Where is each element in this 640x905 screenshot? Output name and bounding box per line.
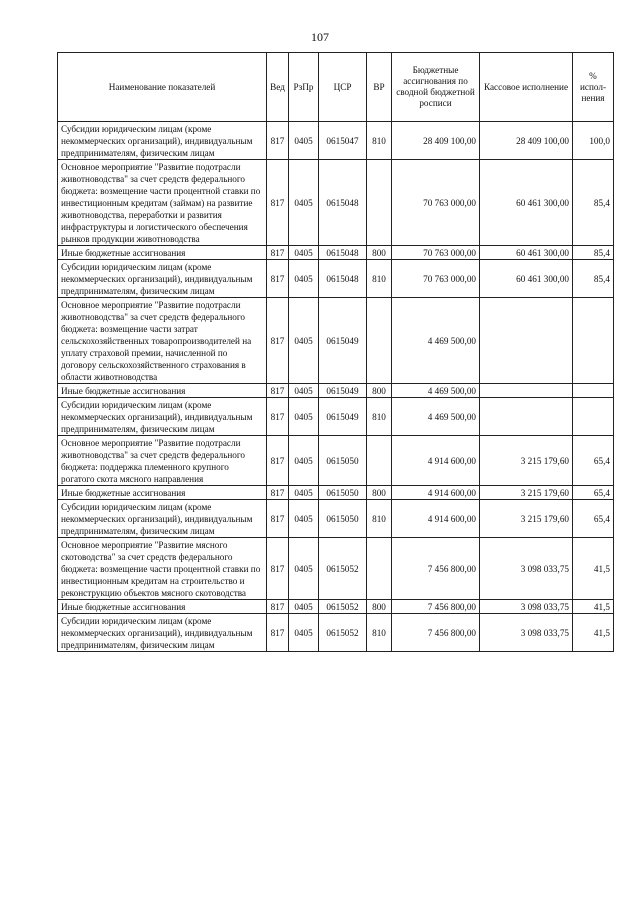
ved-cell: 817 xyxy=(267,486,289,500)
execution-percent-cell xyxy=(573,298,614,384)
rzpr-cell: 0405 xyxy=(289,436,319,486)
cash-execution-cell: 3 215 179,60 xyxy=(480,436,573,486)
vr-cell: 810 xyxy=(367,614,392,652)
table-body xyxy=(58,122,614,652)
ved-cell: 817 xyxy=(267,538,289,600)
csr-cell: 0615047 xyxy=(319,122,367,160)
ved-cell: 817 xyxy=(267,500,289,538)
cash-execution-cell: 60 461 300,00 xyxy=(480,246,573,260)
row-name-cell: Основное мероприятие "Развитие подотрасли животноводства" за счет средств федерального бюджета: возмещение части процентной ставки по инвестиционным кредитам (займам) на развитие животноводства, переработки и развития инфраструктуры и логистического обеспечения рынков продукции животноводства xyxy=(58,160,267,246)
vr-cell: 800 xyxy=(367,600,392,614)
budget-allocation-cell: 7 456 800,00 xyxy=(392,600,480,614)
csr-cell: 0615049 xyxy=(319,298,367,384)
ved-cell: 817 xyxy=(267,122,289,160)
row-name-cell: Субсидии юридическим лицам (кроме некоммерческих организаций), индивидуальным предпринимателям, физическим лицам xyxy=(58,122,267,160)
csr-cell: 0615049 xyxy=(319,384,367,398)
rzpr-cell: 0405 xyxy=(289,246,319,260)
ved-cell: 817 xyxy=(267,600,289,614)
vr-cell: 800 xyxy=(367,384,392,398)
cash-execution-cell: 3 098 033,75 xyxy=(480,614,573,652)
header-csr: ЦСР xyxy=(319,53,367,122)
row-name-cell: Основное мероприятие "Развитие мясного скотоводства" за счет средств федерального бюджета: возмещение части процентной ставки по инвестиционным кредитам на строительство и реконструкцию объектов мясного скотоводства xyxy=(58,538,267,600)
csr-cell: 0615052 xyxy=(319,538,367,600)
rzpr-cell: 0405 xyxy=(289,500,319,538)
vr-cell xyxy=(367,436,392,486)
vr-cell: 810 xyxy=(367,398,392,436)
page-number: 107 xyxy=(311,30,329,44)
csr-cell: 0615052 xyxy=(319,600,367,614)
table-row xyxy=(58,436,614,486)
row-name-cell: Иные бюджетные ассигнования xyxy=(58,384,267,398)
budget-allocation-cell: 4 469 500,00 xyxy=(392,298,480,384)
cash-execution-cell: 3 098 033,75 xyxy=(480,600,573,614)
cash-execution-cell: 28 409 100,00 xyxy=(480,122,573,160)
table-row xyxy=(58,160,614,246)
cash-execution-cell xyxy=(480,384,573,398)
header-indicator-name: Наименование показателей xyxy=(58,53,267,122)
ved-cell: 817 xyxy=(267,160,289,246)
vr-cell xyxy=(367,538,392,600)
execution-percent-cell: 65,4 xyxy=(573,486,614,500)
table-row xyxy=(58,298,614,384)
cash-execution-cell: 60 461 300,00 xyxy=(480,260,573,298)
header-cash-execution: Кассовое исполнение xyxy=(480,53,573,122)
execution-percent-cell: 85,4 xyxy=(573,160,614,246)
table-header-row xyxy=(58,53,614,122)
execution-percent-cell xyxy=(573,398,614,436)
header-budget-allocations: Бюджетные ассигнования по сводной бюджетной росписи xyxy=(392,53,480,122)
cash-execution-cell: 3 215 179,60 xyxy=(480,500,573,538)
execution-percent-cell: 41,5 xyxy=(573,614,614,652)
ved-cell: 817 xyxy=(267,398,289,436)
table-row xyxy=(58,538,614,600)
row-name-cell: Субсидии юридическим лицам (кроме некоммерческих организаций), индивидуальным предпринимателям, физическим лицам xyxy=(58,398,267,436)
budget-allocation-cell: 4 469 500,00 xyxy=(392,384,480,398)
csr-cell: 0615049 xyxy=(319,398,367,436)
csr-cell: 0615050 xyxy=(319,500,367,538)
table-row xyxy=(58,500,614,538)
row-name-cell: Субсидии юридическим лицам (кроме некоммерческих организаций), индивидуальным предпринимателям, физическим лицам xyxy=(58,614,267,652)
header-rzpr: РзПр xyxy=(289,53,319,122)
rzpr-cell: 0405 xyxy=(289,486,319,500)
budget-allocation-cell: 28 409 100,00 xyxy=(392,122,480,160)
vr-cell: 800 xyxy=(367,486,392,500)
ved-cell: 817 xyxy=(267,298,289,384)
csr-cell: 0615052 xyxy=(319,614,367,652)
row-name-cell: Иные бюджетные ассигнования xyxy=(58,600,267,614)
rzpr-cell: 0405 xyxy=(289,260,319,298)
budget-allocation-cell: 4 914 600,00 xyxy=(392,436,480,486)
csr-cell: 0615048 xyxy=(319,160,367,246)
vr-cell: 810 xyxy=(367,500,392,538)
execution-percent-cell: 85,4 xyxy=(573,260,614,298)
table-row xyxy=(58,398,614,436)
rzpr-cell: 0405 xyxy=(289,614,319,652)
budget-allocation-cell: 4 914 600,00 xyxy=(392,500,480,538)
budget-allocation-cell: 4 914 600,00 xyxy=(392,486,480,500)
cash-execution-cell: 60 461 300,00 xyxy=(480,160,573,246)
table-row xyxy=(58,122,614,160)
rzpr-cell: 0405 xyxy=(289,298,319,384)
table-row xyxy=(58,600,614,614)
vr-cell xyxy=(367,160,392,246)
row-name-cell: Основное мероприятие "Развитие подотрасли животноводства" за счет средств федерального бюджета: возмещение части затрат сельскохозяйственных товаропроизводителей на уплату страховой премии, начисленной по договору сельскохозяйственного страхования в области животноводства xyxy=(58,298,267,384)
csr-cell: 0615050 xyxy=(319,436,367,486)
row-name-cell: Иные бюджетные ассигнования xyxy=(58,246,267,260)
execution-percent-cell: 41,5 xyxy=(573,600,614,614)
rzpr-cell: 0405 xyxy=(289,160,319,246)
execution-percent-cell xyxy=(573,384,614,398)
rzpr-cell: 0405 xyxy=(289,398,319,436)
row-name-cell: Субсидии юридическим лицам (кроме некоммерческих организаций), индивидуальным предпринимателям, физическим лицам xyxy=(58,260,267,298)
budget-allocation-cell: 70 763 000,00 xyxy=(392,246,480,260)
table-row xyxy=(58,384,614,398)
table-row xyxy=(58,246,614,260)
rzpr-cell: 0405 xyxy=(289,600,319,614)
cash-execution-cell: 3 098 033,75 xyxy=(480,538,573,600)
rzpr-cell: 0405 xyxy=(289,384,319,398)
vr-cell: 810 xyxy=(367,122,392,160)
table-row xyxy=(58,260,614,298)
cash-execution-cell: 3 215 179,60 xyxy=(480,486,573,500)
vr-cell: 800 xyxy=(367,246,392,260)
header-ved: Вед xyxy=(267,53,289,122)
rzpr-cell: 0405 xyxy=(289,122,319,160)
ved-cell: 817 xyxy=(267,614,289,652)
header-vr: ВР xyxy=(367,53,392,122)
row-name-cell: Основное мероприятие "Развитие подотрасли животноводства" за счет средств федерального бюджета: поддержка племенного крупного рогатого скота мясного направления xyxy=(58,436,267,486)
row-name-cell: Субсидии юридическим лицам (кроме некоммерческих организаций), индивидуальным предпринимателям, физическим лицам xyxy=(58,500,267,538)
csr-cell: 0615048 xyxy=(319,260,367,298)
ved-cell: 817 xyxy=(267,246,289,260)
row-name-cell: Иные бюджетные ассигнования xyxy=(58,486,267,500)
table-row xyxy=(58,486,614,500)
budget-allocation-cell: 70 763 000,00 xyxy=(392,160,480,246)
csr-cell: 0615048 xyxy=(319,246,367,260)
ved-cell: 817 xyxy=(267,384,289,398)
budget-execution-table xyxy=(57,52,614,652)
ved-cell: 817 xyxy=(267,436,289,486)
budget-allocation-cell: 4 469 500,00 xyxy=(392,398,480,436)
table-row xyxy=(58,614,614,652)
execution-percent-cell: 65,4 xyxy=(573,500,614,538)
cash-execution-cell xyxy=(480,298,573,384)
vr-cell: 810 xyxy=(367,260,392,298)
cash-execution-cell xyxy=(480,398,573,436)
execution-percent-cell: 41,5 xyxy=(573,538,614,600)
budget-allocation-cell: 7 456 800,00 xyxy=(392,538,480,600)
header-execution-percent: % испол-нения xyxy=(573,53,614,122)
budget-allocation-cell: 7 456 800,00 xyxy=(392,614,480,652)
vr-cell xyxy=(367,298,392,384)
execution-percent-cell: 85,4 xyxy=(573,246,614,260)
csr-cell: 0615050 xyxy=(319,486,367,500)
ved-cell: 817 xyxy=(267,260,289,298)
execution-percent-cell: 100,0 xyxy=(573,122,614,160)
execution-percent-cell: 65,4 xyxy=(573,436,614,486)
budget-allocation-cell: 70 763 000,00 xyxy=(392,260,480,298)
rzpr-cell: 0405 xyxy=(289,538,319,600)
